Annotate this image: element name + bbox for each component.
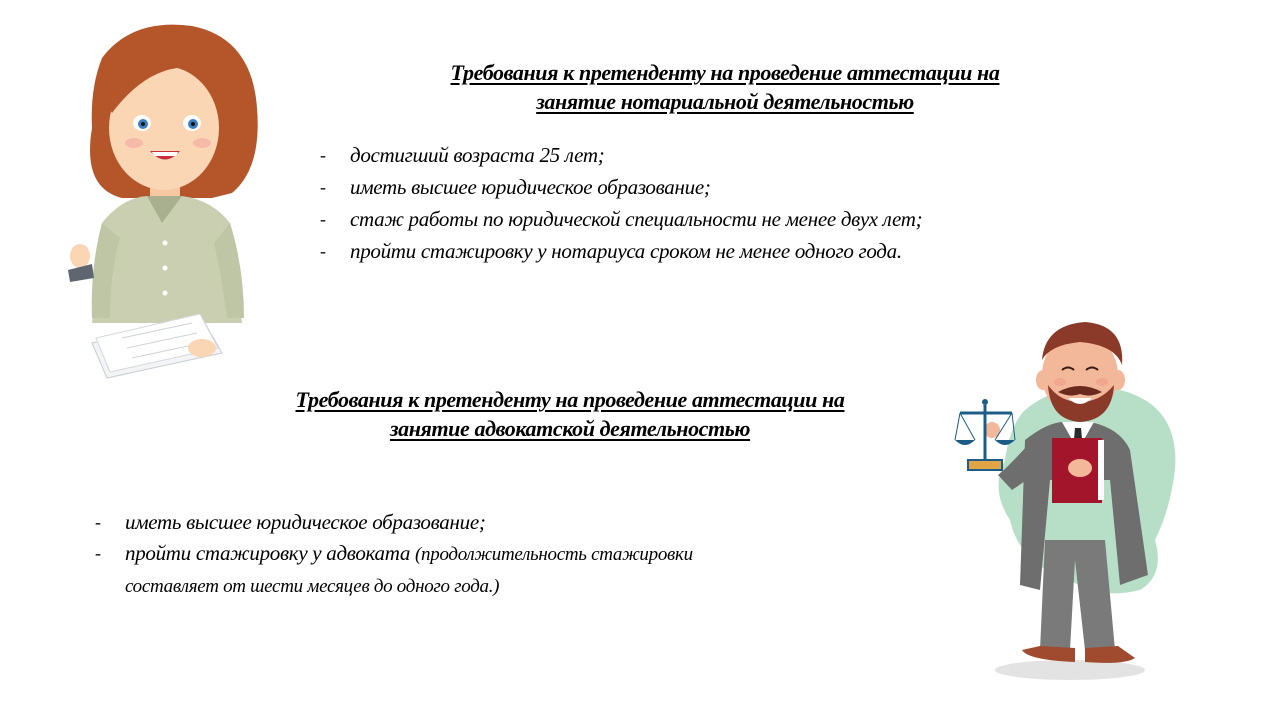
notary-woman-illustration bbox=[62, 18, 267, 380]
advocate-heading-line1: Требования к претенденту на проведение аттестации на bbox=[295, 387, 845, 412]
dash-bullet: - bbox=[95, 512, 101, 532]
list-item-text: достигший возраста 25 лет; bbox=[350, 143, 605, 167]
list-item-note: (продолжительность стажировки составляет от шести месяцев до одного года.) bbox=[125, 544, 693, 597]
list-item-text: иметь высшее юридическое образование; bbox=[125, 510, 486, 534]
notary-heading-line1: Требования к претенденту на проведение аттестации на bbox=[450, 60, 1000, 85]
list-item-text: иметь высшее юридическое образование; bbox=[350, 175, 711, 199]
advocate-requirements-list bbox=[95, 506, 745, 602]
list-item bbox=[95, 538, 735, 602]
list-item-text: пройти стажировку у нотариуса сроком не менее одного года. bbox=[350, 239, 902, 263]
dash-bullet: - bbox=[320, 145, 326, 165]
lawyer-illustration bbox=[950, 310, 1190, 685]
list-item-text: пройти стажировку у адвоката bbox=[125, 541, 411, 565]
dash-bullet: - bbox=[320, 241, 326, 261]
list-item-text: стаж работы по юридической специальности не менее двух лет; bbox=[350, 207, 923, 231]
notary-heading-line2: занятие нотариальной деятельностью bbox=[536, 89, 914, 114]
list-item bbox=[320, 171, 1010, 203]
list-item bbox=[320, 139, 1010, 171]
advocate-heading-line2: занятие адвокатской деятельностью bbox=[389, 416, 751, 441]
list-item bbox=[320, 235, 950, 267]
notary-requirements-heading bbox=[370, 58, 1080, 116]
dash-bullet: - bbox=[320, 177, 326, 197]
advocate-requirements-heading bbox=[215, 385, 925, 443]
dash-bullet: - bbox=[95, 543, 101, 563]
list-item bbox=[320, 203, 990, 235]
dash-bullet: - bbox=[320, 209, 326, 229]
notary-requirements-list bbox=[320, 139, 1010, 267]
list-item bbox=[95, 506, 745, 538]
